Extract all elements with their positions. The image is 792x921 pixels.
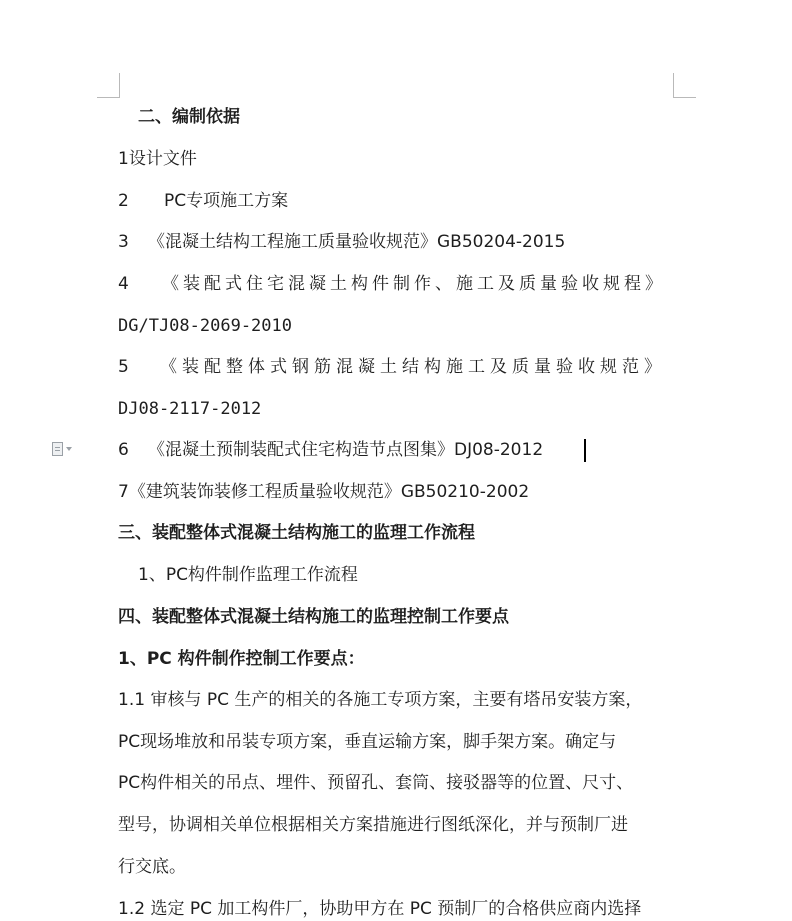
- subheading-pc-workflow: 1、PC构件制作监理工作流程: [138, 565, 358, 585]
- page-corner-mark-top-right: [673, 73, 696, 98]
- ref-item-5: 5 《装配整体式钢筋混凝土结构施工及质量验收规范》: [118, 357, 666, 377]
- heading-workflow: 三、装配整体式混凝土结构施工的监理工作流程: [118, 523, 475, 543]
- ref-item-4: 4 《装配式住宅混凝土构件制作、施工及质量验收规程》: [118, 274, 666, 294]
- document-icon: [52, 442, 63, 456]
- ref-item-3: 3 《混凝土结构工程施工质量验收规范》GB50204-2015: [118, 232, 566, 252]
- ref-item-2: 2 PC专项施工方案: [118, 191, 289, 211]
- ref-item-7: 7《建筑装饰装修工程质量验收规范》GB50210-2002: [118, 482, 530, 502]
- paragraph-1-1-line-5: 行交底。: [118, 857, 186, 877]
- page-corner-mark-top-left: [97, 73, 120, 98]
- paragraph-1-1-line-4: 型号，协调相关单位根据相关方案措施进行图纸深化，并与预制厂进: [118, 815, 628, 835]
- paragraph-1-1-line-2: PC现场堆放和吊装专项方案，垂直运输方案，脚手架方案。确定与: [118, 732, 617, 752]
- ref-item-1: 1设计文件: [118, 149, 197, 169]
- paragraph-1-1-line-3: PC构件相关的吊点、埋件、预留孔、套筒、接驳器等的位置、尺寸、: [118, 773, 634, 793]
- subheading-pc-control: 1、PC 构件制作控制工作要点：: [118, 649, 365, 669]
- chevron-down-icon: [66, 447, 72, 451]
- ref-item-5-code: DJ08-2117-2012: [118, 399, 262, 419]
- heading-control-points: 四、装配整体式混凝土结构施工的监理控制工作要点: [118, 607, 509, 627]
- paragraph-options-icon[interactable]: [52, 441, 78, 457]
- paragraph-1-2-line-1: 1.2 选定 PC 加工构件厂，协助甲方在 PC 预制厂的合格供应商内选择: [118, 899, 642, 919]
- ref-item-4-code: DG/TJ08-2069-2010: [118, 316, 292, 336]
- ref-item-6: 6 《混凝土预制装配式住宅构造节点图集》DJ08-2012: [118, 440, 544, 460]
- heading-basis: 二、编制依据: [138, 107, 240, 127]
- text-cursor: [584, 439, 586, 462]
- paragraph-1-1-line-1: 1.1 审核与 PC 生产的相关的各施工专项方案，主要有塔吊安装方案，: [118, 690, 643, 710]
